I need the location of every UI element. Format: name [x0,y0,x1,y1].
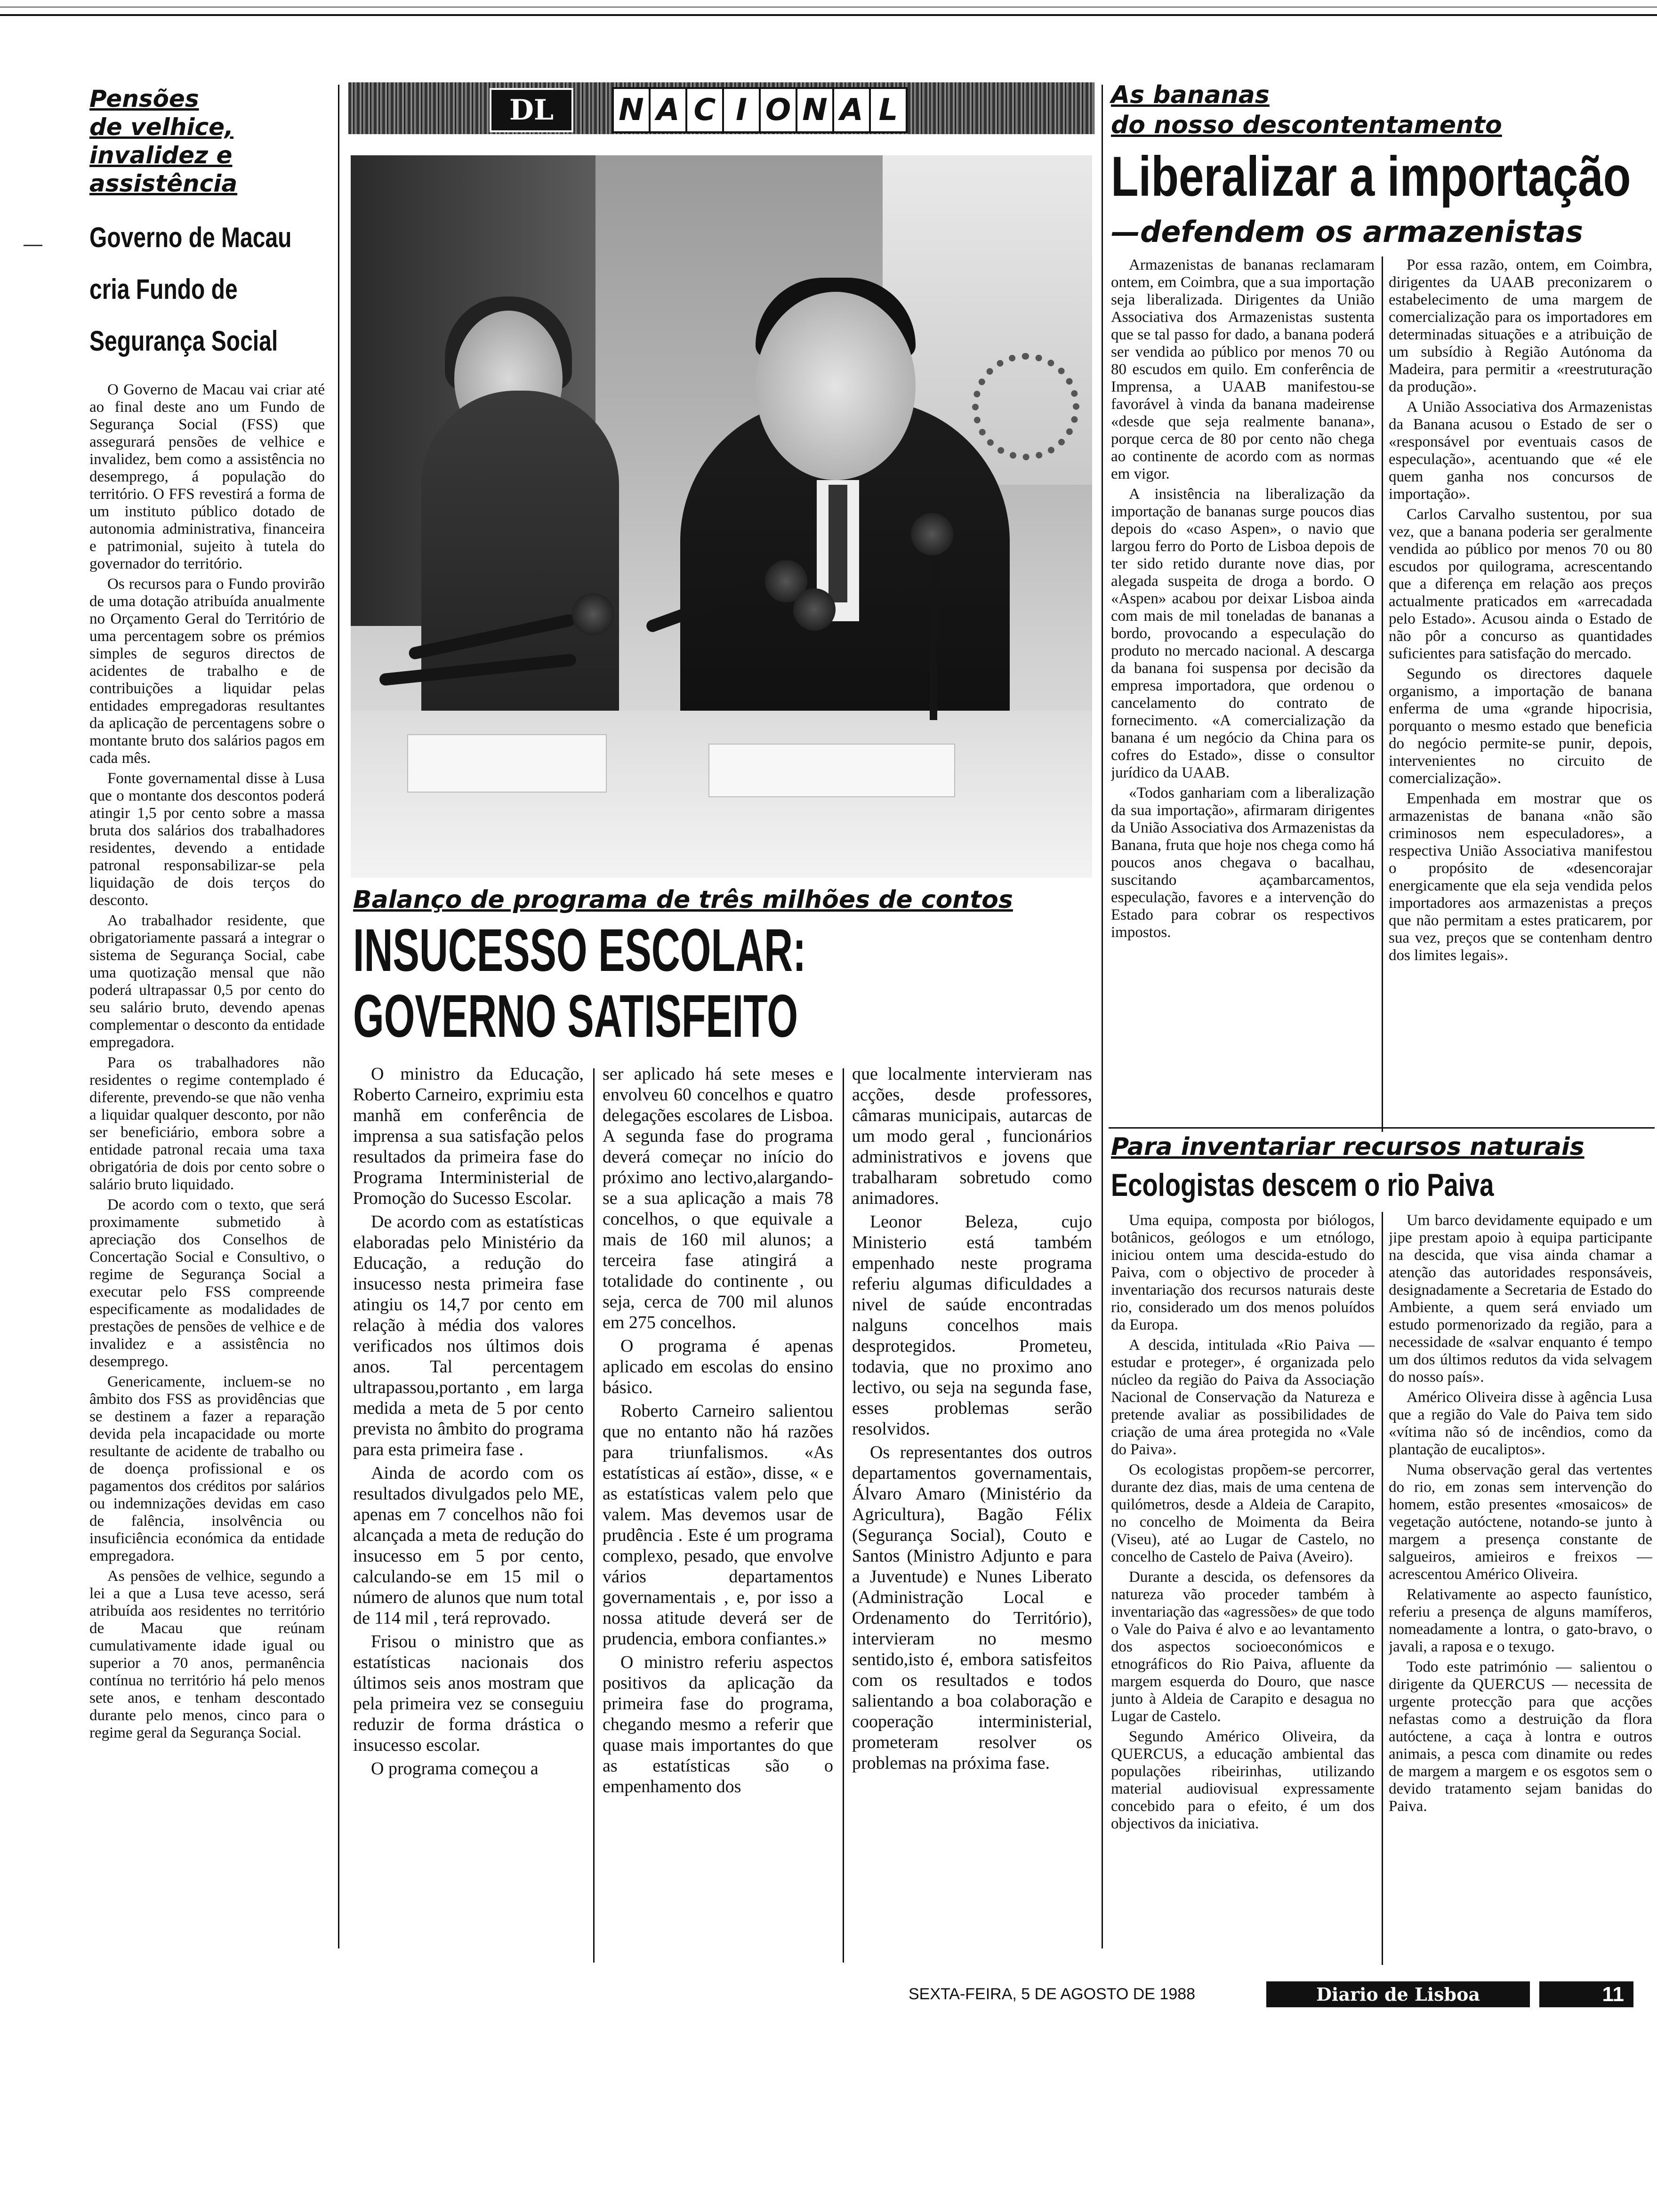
page-footer [909,1981,1650,2010]
photo-figure [828,485,847,602]
paragraph: Frisou o ministro que as estatísticas nacionais dos últimos seis anos mostram que pela primeira vez se conseguiu reduzir de forma drástica o insucesso escolar. [353,1632,584,1755]
column-rule [1102,85,1103,1948]
paragraph: Todo este património — salientou o dirigente da QUERCUS — necessita de urgente protecção para que acções nefastas como a destruição da flora autóctene, a caça à lontra e outros animais, a pesca com dinamite ou redes de margem a margem e os esgotos sem o devido tratamento sejam banidas do Paiva. [1389,1659,1652,1815]
paragraph: Leonor Beleza, cujo Ministerio está também empenhado neste programa referiu algumas dificuldades a nivel de saúde encontradas nalguns concelhos mais desprotegidos. Prometeu, todavia, que no proximo ano lectivo, ou seja na segunda fase, esses problemas serão resolvidos. [852,1212,1092,1439]
left-kicker-line: invalidez e [89,142,233,169]
paragraph: Numa observação geral das vertentes do rio, em zonas sem intervenção do homem, estão presentes «mosaicos» de vegetação autóctene, notando-se junto à margem a presença constante de salgueiros, amieiros e freixos — acrescentou Américo Oliveira. [1389,1461,1652,1583]
section-letter: A [834,89,871,131]
left-headline-line: cria Fundo de [89,273,238,305]
paragraph: Roberto Carneiro salientou que no entanto não há razões para triunfalismos. «As estatísticas aí estão», disse, « e as estatísticas valem pelo que valem. Mas devemos usar de prudência . Este é um programa complexo, pesado, que envolve vários departamentos governamentais , e, por isso a nossa atitude deverá ser de prudencia, embora confiantes.» [603,1401,833,1649]
bananas-headline-text: Liberalizar a importação [1111,145,1631,208]
bananas-kicker [1111,80,1652,140]
top-border [0,0,1657,16]
center-headline-line: GOVERNO SATISFEITO [353,983,798,1050]
paragraph: O ministro referiu aspectos positivos da aplicação da primeira fase do programa, chegando mesmo a referir que quase mais importantes do que as estatísticas são o empenhamento dos [603,1652,833,1796]
center-kicker [353,885,1092,915]
section-header [348,82,1094,134]
left-headline-line: Governo de Macau [89,222,292,253]
paiva-headline-text: Ecologistas descem o rio Paiva [1111,1167,1494,1203]
photo-microphone [793,588,836,631]
paragraph: Genericamente, incluem-se no âmbito dos FSS as providências que se destinem a fazer a reparação devida pela incapacidade ou morte resultante de acidente de trabalho ou de doença profissional e os pagamentos dos créditos por salários ou indemnizações devidas em caso de falência, insolvência ou insuficiência económica da entidade empregadora. [89,1373,325,1564]
center-headline-line: INSUCESSO ESCOLAR: [353,918,806,984]
press-conference-photo [351,155,1092,878]
paragraph: Durante a descida, os defensores da natureza vão proceder também à inventariação das «agressões» de que todo o Vale do Paiva é alvo e ao levantamento dos aspectos socioeconómicos e etnográficos do Rio Paiva, afluente da margem esquerda do Douro, que nasce junto à Aldeia de Carapito e desagua no Lugar de Castelo. [1111,1569,1375,1725]
paiva-kicker-text: Para inventariar recursos naturais [1111,1133,1585,1161]
section-logo: DL [490,88,573,132]
paragraph: O programa é apenas aplicado em escolas do ensino básico. [603,1336,833,1397]
margin-mark [24,245,42,246]
left-article [89,85,325,1944]
left-kicker-line: assistência [89,170,238,197]
paragraph: Segundo os directores daquele organismo, a importação de banana enferma de uma «grande hipocrisia, porquanto o mesmo estado que beneficia do negócio permite-se punir, depois, intervenientes no circuito de comercialização». [1389,665,1652,787]
column-rule [1382,256,1383,1132]
paiva-kicker [1111,1132,1652,1162]
paragraph: Ao trabalhador residente, que obrigatoriamente passará a integrar o sistema de Segurança Social, cabe uma quotização mensal que não poderá ultrapassar 0,5 por cento do seu salário bruto, devendo apenas complementar o desconto da entidade empregadora. [89,912,325,1051]
bananas-kicker-line: As bananas [1111,81,1270,109]
paragraph: Fonte governamental disse à Lusa que o montante dos descontos poderá atingir 1,5 por cento sobre a massa bruta dos salários dos trabalhadores residentes, devendo a entidade patronal responsabilizar-se pela liquidação de dois terços do desconto. [89,770,325,909]
section-letter: C [687,89,724,131]
paiva-col-1 [1111,1212,1375,1974]
paiva-col-2 [1389,1212,1652,1974]
page-number: 11 [1539,1981,1633,2007]
section-letter: L [878,93,898,128]
paragraph: O programa começou a [371,1759,539,1779]
column-rule [593,1068,595,1963]
paragraph: Américo Oliveira disse à agência Lusa que a região do Vale do Paiva tem sido «vítima não só de incêndios, como da plantação de eucaliptos». [1389,1389,1652,1458]
paragraph: Para os trabalhadores não residentes o regime contemplado é diferente, prevendo-se que não venha a liquidar qualquer desconto, por não ser beneficiário, embora sobre a entidade patronal recaia uma taxa obrigatória de dois por cento sobre o salário bruto liquidado. [89,1054,325,1193]
section-letter: N [797,89,834,131]
bananas-col-1 [1111,256,1375,1132]
paragraph: O Governo de Macau vai criar até ao final deste ano um Fundo de Segurança Social (FSS) que assegurará pensões de velhice e invalidez, bem como a assistência no desemprego, á população do território. O FFS revestirá a forma de um instituto público dotado de autonomia administrativa, financeira e patrimonial, sujeito à tutela do governador do território. [89,381,325,572]
section-letter: N [614,89,651,131]
photo-microphone [572,593,614,635]
photo-papers [407,734,607,793]
left-kicker-line: Pensões [89,85,199,112]
left-headline-line: Segurança Social [89,325,278,357]
section-letter: A [651,89,687,131]
column-rule [843,1068,844,1963]
section-letter: I [724,89,761,131]
paragraph: ser aplicado há sete meses e envolveu 60 concelhos e quatro delegações escolares de Lisboa. A segunda fase do programa deverá começar no início do próximo ano lectivo,alargando-se a sua aplicação a mais 78 concelhos, o que equivale a mais de 160 mil alunos; a terceira fase atingirá a totalidade do continente , ou seja, cerca de 700 mil alunos em 275 concelhos. [603,1064,833,1332]
center-kicker-text: Balanço de programa de três milhões de contos [353,886,1013,914]
paragraph: De acordo com o texto, que será proximamente submetido à apreciação dos Conselhos de Concertação Social e Consultivo, o regime de Segurança Social a executar pelo FSS compreende especificamente as modalidades de prestações de pensões de velhice e de invalidez e a assistência no desemprego. [89,1196,325,1370]
paragraph: Ainda de acordo com os resultados divulgados pelo ME, apenas em 7 concelhos não foi alcançada a meta de redução do insucesso em 5 por cento, calculando-se em 15 mil o número de alunos que num total de 114 mil , terá reprovado. [353,1463,584,1628]
paragraph: As pensões de velhice, segundo a lei a que a Lusa teve acesso, será atribuída aos residentes no território de Macau que reúnam cumulativamente idade igual ou superior a 70 anos, permanência contínua no território há pelo menos sete anos, e tenham descontado durante pelo menos, cinco para o regime geral da Segurança Social. [89,1568,325,1741]
paragraph: Os recursos para o Fundo provirão de uma dotação atribuída anualmente no Orçamento Geral do Território de uma percentagem sobre os prémios simples de seguros directos de acidentes de trabalho e de contribuições a liquidar pelas entidades empregadoras resultantes da aplicação de percentagens sobre o montante bruto dos salários pagos em cada mês. [89,576,325,767]
photo-papers [708,744,955,797]
paragraph: Armazenistas de bananas reclamaram ontem, em Coimbra, que a sua importação seja liberalizada. Dirigentes da União Associativa dos Armazenistas sustenta que se tal passo for dado, a banana poderá ser vendida ao público por menos 70 ou 80 escudos em quilo. Em conferência de Imprensa, a UAAB manifestou-se favorável à vinda da banana madeirense «desde que seja realmente banana», porque cerca de 80 por cento não chega ao continente de acordo com as normas em vigor. [1111,256,1375,482]
paragraph: A União Associativa dos Armazenistas da Banana acusou o Estado de ser o «responsável por eventuais casos de especulação», acentuando que «é ele quem ganha nos concursos de importação». [1389,399,1652,503]
center-col-1 [353,1064,584,1963]
photo-figure [756,292,916,480]
paragraph: Por essa razão, ontem, em Coimbra, dirigentes da UAAB preconizarem o estabelecimento de uma margem de comercialização para os importadores em determinadas situações e a atribuição de um subsídio à Região Autónoma da Madeira, para permitir a «reestruturação da produção». [1389,256,1652,395]
article-separator [1109,1127,1655,1129]
bananas-col-2 [1389,256,1652,1132]
photo-microphone [930,541,937,720]
bananas-subheadline-text: —defendem os armazenistas [1111,215,1583,249]
left-kicker [89,85,325,198]
paragraph: A descida, intitulada «Rio Paiva — estudar e proteger», é organizada pelo núcleo da região do Paiva da Associação Nacional de Conservação da Natureza e pretende avaliar as possibilidades de criação de uma área protegida no «Vale do Paiva». [1111,1337,1375,1458]
footer-date: SEXTA-FEIRA, 5 DE AGOSTO DE 1988 [909,1985,1196,2003]
left-body [89,381,325,1742]
paragraph: «Todos ganhariam com a liberalização da sua importação», afirmaram dirigentes da União Associativa dos Armazenistas da Banana, fruta que hoje nos chega como há poucos anos chegava o bacalhau, suscitando açambarcamentos, especulação, favores e a intervenção do Estado para cobrar os respectivos impostos. [1111,785,1375,941]
bananas-subheadline [1111,214,1652,250]
section-letter: O [761,89,797,131]
footer-masthead: Diario de Lisboa [1266,1981,1530,2007]
paragraph: Relativamente ao aspecto faunístico, referiu a presença de alguns mamíferos, nomeadamente a lontra, o gato-bravo, o javali, a raposa e o texugo. [1389,1586,1652,1655]
photo-decoration [972,353,1079,460]
bananas-headline [1111,144,1652,214]
paragraph: A insistência na liberalização da importação de bananas surge poucos dias depois do «caso Aspen», o navio que largou ferro do Porto de Lisboa depois de ter sido retido durante nove dias, por alegada suspeita de droga a bordo. O «Aspen» acabou por deixar Lisboa ainda com mais de mil toneladas de bananas a bordo, provocando a especulação do produto no mercado nacional. A descarga da banana foi suspensa por decisão da empresa importadora, que ordenou o cancelamento do contrato de fornecimento. «A comercialização da banana é um negócio da China para os cofres do Estado», disse o consultor jurídico da UAAB. [1111,486,1375,781]
paragraph: Empenhada em mostrar que os armazenistas de banana «não são criminosos nem especuladores», a respectiva União Associativa manifestou o propósito de «desencorajar energicamente que ela seja vendida pelos importadores aos armazenistas a preços que não permitam a estes praticarem, por sua vez, preços que se contenham dentro dos limites legais». [1389,790,1652,964]
paragraph: De acordo com as estatísticas elaboradas pelo Ministério da Educação, a redução do insucesso nesta primeira fase atingiu os 14,7 por cento em relação à média dos valores verificados nos últimos dois anos. Tal percentagem ultrapassou,portanto , em larga medida a meta de 5 por cento prevista no âmbito do programa para esta primeira fase . [353,1212,584,1459]
paragraph: Carlos Carvalho sustentou, por sua vez, que a banana poderia ser geralmente vendida ao público por menos 70 ou 80 escudos por quilograma, acrescentando que a diferença em relação aos preços actualmente praticados em «arrecadada pelo Estado». Acusou ainda o Estado de não pôr a concurso as quantidades suficientes para satisfação do mercado. [1389,506,1652,662]
column-rule [338,85,339,1948]
photo-microphone [911,513,953,555]
paragraph: que localmente intervieram nas acções, desde professores, câmaras municipais, autarcas de um modo geral , funcionários administrativos e jovens que trabalharam sobretudo como animadores. [852,1064,1092,1208]
paragraph: Uma equipa, composta por biólogos, botânicos, geólogos e um etnólogo, iniciou ontem uma descida-estudo do Paiva, com o objectivo de proceder à inventariação dos recursos naturais deste rio, considerado um dos menos poluídos da Europa. [1111,1212,1375,1333]
paragraph: Segundo Américo Oliveira, da QUERCUS, a educação ambiental das populações ribeirinhas, utilizando material audiovisual expressamente concebido para o efeito, é um dos objectivos da iniciativa. [1111,1728,1375,1832]
left-kicker-line: de velhice, [89,113,234,141]
left-headline [89,212,325,367]
center-col-3 [852,1064,1092,1963]
paragraph: Um barco devidamente equipado e um jipe prestam apoio à equipa participante na descida, que visa ainda chamar a atenção das autoridades responsáveis, designadamente a Secretaria de Estado do Ambiente, a quem será enviado um estudo pormenorizado da região, para a necessidade de «salvar enquanto é tempo um dos últimos redutos da vida selvagem do nosso país». [1389,1212,1652,1386]
section-title [612,87,908,133]
paragraph: O ministro da Educação, Roberto Carneiro, exprimiu esta manhã em conferência de imprensa a sua satisfação pelos resultados da primeira fase do Programa Interministerial de Promoção do Sucesso Escolar. [353,1064,584,1208]
center-col-2 [603,1064,833,1963]
paragraph: Os ecologistas propõem-se percorrer, durante dez dias, mais de uma centena de quilómetros, desde a Aldeia de Carapito, no concelho de Moimenta da Beira (Viseu), até ao Lugar de Castelo, no concelho de Castelo de Paiva (Aveiro). [1111,1461,1375,1565]
center-headline [353,918,1092,1059]
column-rule [1382,1212,1383,1965]
paragraph: Os representantes dos outros departamentos governamentais, Álvaro Amaro (Ministério da Agricultura), Bagão Félix (Segurança Social), Couto e Santos (Ministro Adjunto e para a Juventude) e Nunes Liberato (Administração Local e Ordenamento do Território), intervieram no mesmo sentido,isto é, embora satisfeitos com os resultados e todos salientando a boa colaboração e cooperação interministerial, prometeram resolver os problemas na próxima fase. [852,1443,1092,1773]
bananas-kicker-line: do nosso descontentamento [1111,111,1502,139]
paiva-headline [1111,1165,1652,1207]
